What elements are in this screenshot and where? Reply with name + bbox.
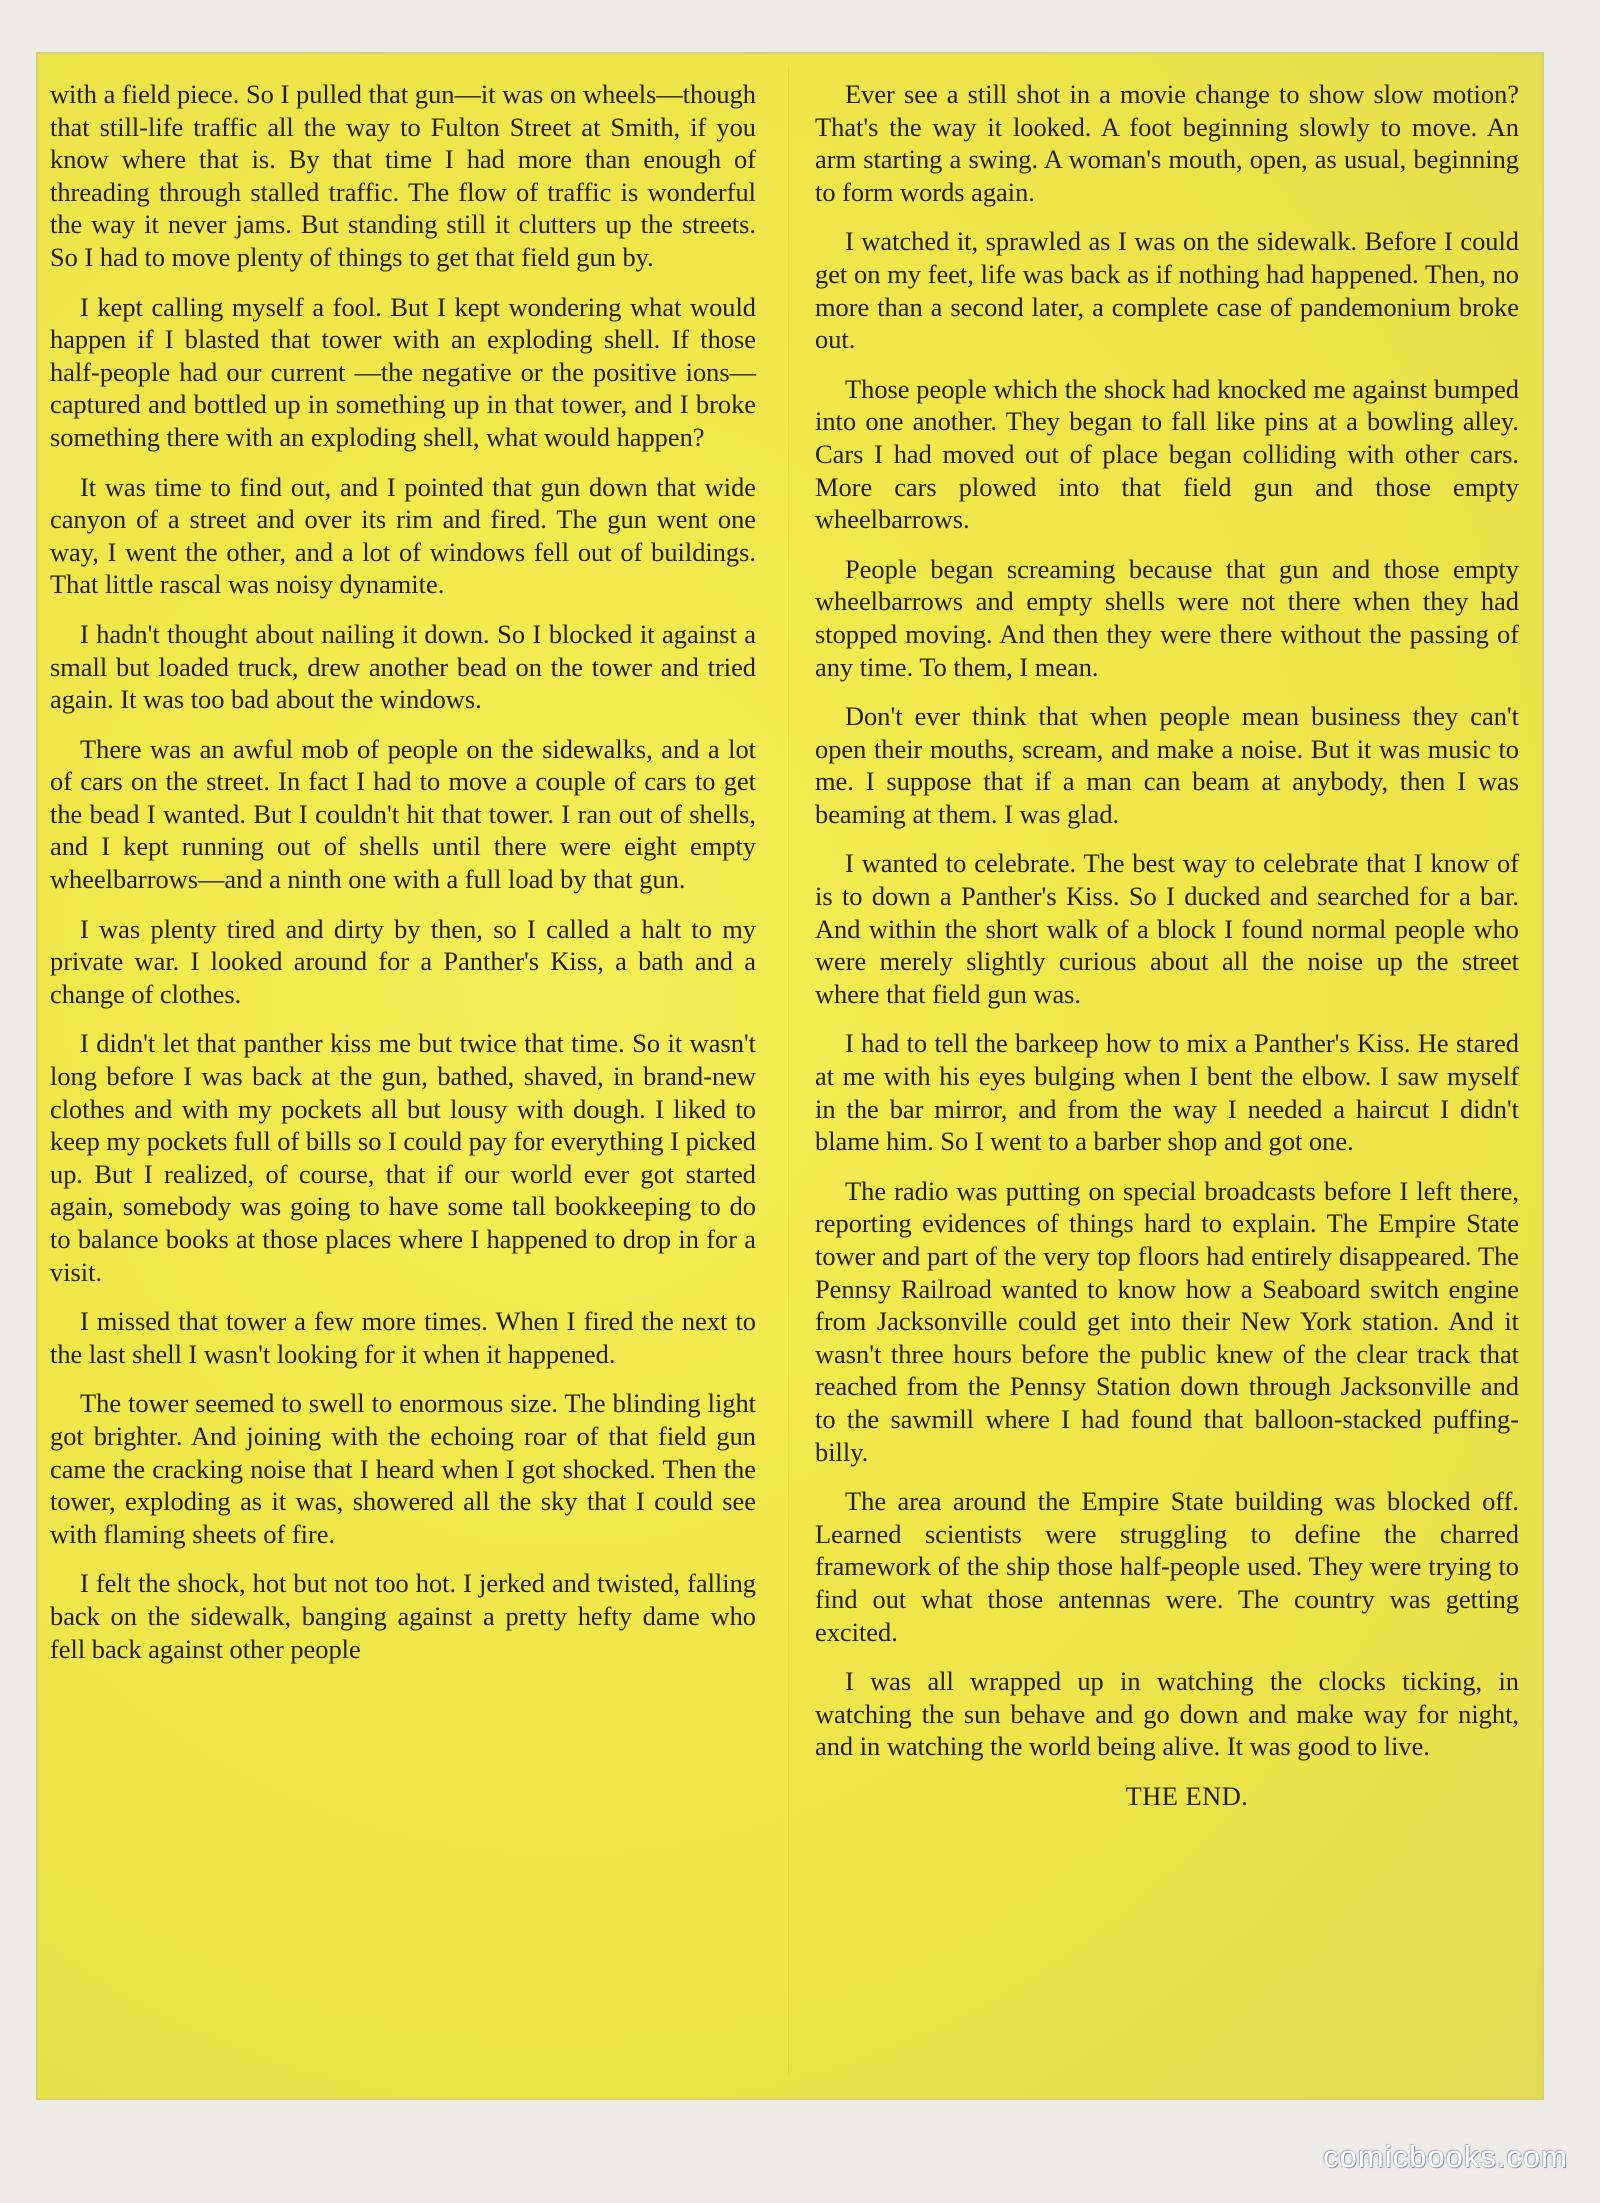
paragraph: Don't ever think that when people mean business they can't open their mouths, scream, and make a noise. But it was music to me. I suppose that if a man can beam at anybody, then I was beaming at them. I was glad. (815, 701, 1519, 829)
paragraph: I was all wrapped up in watching the clocks ticking, in watching the sun behave and go down and make way for night, and in watching the world being alive. It was good to live. (815, 1666, 1519, 1762)
paragraph: I didn't let that panther kiss me but twice that time. So it wasn't long before I was back at the gun, bathed, shaved, in brand-new clothes and with my pockets all but lousy with dough. I liked to keep my pockets full of bills so I could pay for everything I picked up. But I realized, of course, that if our world ever got started again, somebody was going to have some tall bookkeeping to do to balance books at those places where I happened to drop in for a visit. (50, 1028, 756, 1287)
watermark: comicbooks.com (1323, 2139, 1568, 2174)
paragraph: I missed that tower a few more times. When I fired the next to the last shell I wasn't looking for it when it happened. (50, 1306, 756, 1369)
paragraph: The area around the Empire State building was blocked off. Learned scientists were struggling to define the charred framework of the ship those half-people used. They were trying to find out what those antennas were. The country was getting excited. (815, 1486, 1519, 1647)
paragraph: There was an awful mob of people on the sidewalks, and a lot of cars on the street. In fact I had to move a couple of cars to get the bead I wanted. But I couldn't hit that tower. I ran out of shells, and I kept running out of shells until there were eight empty wheelbarrows—and a ninth one with a full load by that gun. (50, 733, 756, 895)
paragraph: I kept calling myself a fool. But I kept wondering what would happen if I blasted that tower with an exploding shell. If those half-people had our current —the negative or the positive ions—captured and bottled up in something up in that tower, and I broke something there with an exploding shell, what would happen? (50, 291, 756, 452)
paragraph: I watched it, sprawled as I was on the sidewalk. Before I could get on my feet, life was back as if nothing had happened. Then, no more than a second later, a complete case of pandemonium broke out. (815, 226, 1519, 355)
right-column (815, 78, 1519, 1830)
paragraph: Ever see a still shot in a movie change to show slow motion? That's the way it looked. A foot beginning slowly to move. An arm starting a swing. A woman's mouth, open, as usual, beginning to form words again. (815, 79, 1519, 207)
the-end-label: THE END. (1125, 1780, 1249, 1811)
story-page (36, 52, 1544, 2100)
paragraph: I hadn't thought about nailing it down. So I blocked it against a small but loaded truck, drew another bead on the tower and tried again. It was too bad about the windows. (50, 618, 756, 715)
paragraph: The tower seemed to swell to enormous size. The blinding light got brighter. And joining with the echoing roar of that field gun came the cracking noise that I heard when I got shocked. Then the tower, exploding as it was, showered all the sky that I could see with flaming sheets of fire. (50, 1388, 756, 1549)
paragraph: Those people which the shock had knocked me against bumped into one another. They began to fall like pins at a bowling alley. Cars I had moved out of place began colliding with other cars. More cars plowed into that field gun and those empty wheelbarrows. (815, 373, 1519, 535)
paragraph: People began screaming because that gun and those empty wheelbarrows and empty shells were not there when they had stopped moving. And then they were there without the passing of any time. To them, I mean. (815, 553, 1519, 682)
paragraph: I had to tell the barkeep how to mix a Panther's Kiss. He stared at me with his eyes bulging when I bent the elbow. I saw myself in the bar mirror, and from the way I needed a haircut I didn't blame him. So I went to a barber shop and got one. (815, 1028, 1519, 1157)
paragraph: I wanted to celebrate. The best way to celebrate that I know of is to down a Panther's Kiss. So I ducked and searched for a bar. And within the short walk of a block I found normal people who were merely slightly curious about all the noise up the street where that field gun was. (815, 848, 1519, 1009)
paragraph: It was time to find out, and I pointed that gun down that wide canyon of a street and over its rim and fired. The gun went one way, I went the other, and a lot of windows fell out of buildings. That little rascal was noisy dynamite. (50, 471, 756, 600)
paragraph: The radio was putting on special broadcasts before I left there, reporting evidences of things hard to explain. The Empire State tower and part of the very top floors had entirely disappeared. The Pennsy Railroad wanted to know how a Seaboard switch engine from Jacksonville could get into their New York station. And it wasn't three hours before the public knew of the clear track that reached from the Pennsy Station down through Jacksonville and to the sawmill where I had found that balloon-stacked puffing-billy. (815, 1175, 1519, 1467)
left-column (50, 78, 756, 1682)
paragraph: with a field piece. So I pulled that gun—it was on wheels—though that still-life traffic all the way to Fulton Street at Smith, if you know where that is. By that time I had more than enough of threading through stalled traffic. The flow of traffic is wonderful the way it never jams. But standing still it clutters up the streets. So I had to move plenty of things to get that field gun by. (50, 79, 756, 272)
column-gutter (788, 66, 789, 2076)
paragraph: I felt the shock, hot but not too hot. I jerked and twisted, falling back on the sidewalk, banging against a pretty hefty dame who fell back against other people (50, 1568, 756, 1664)
paragraph: I was plenty tired and dirty by then, so I called a halt to my private war. I looked around for a Panther's Kiss, a bath and a change of clothes. (50, 913, 756, 1009)
